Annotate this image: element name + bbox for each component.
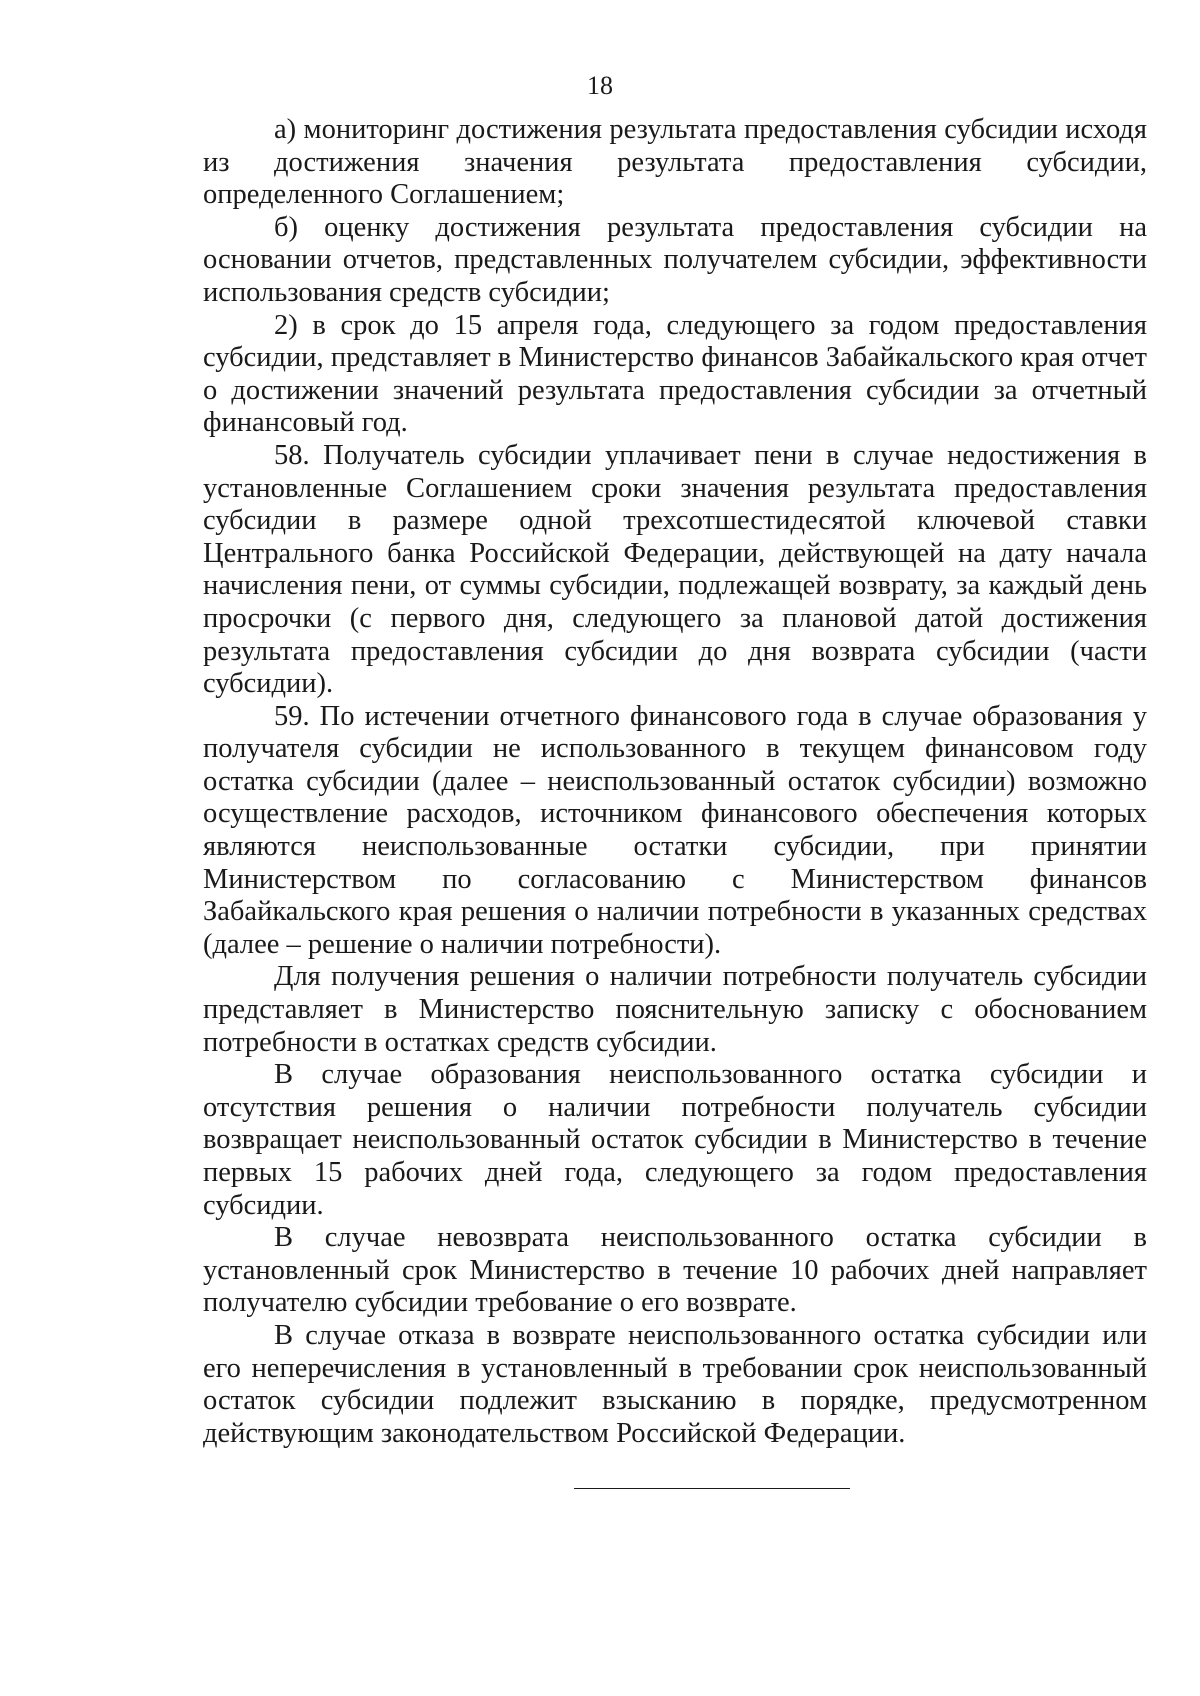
page-number: 18 [587,71,613,100]
paragraph-report-deadline: 2) в срок до 15 апреля года, следующего за годом предоставления субсидии, представляет в Министерство финансов Забайкальского края отчет о достижении значений результата предоставления субсидии за отчетный финансовый год. [203,309,1147,439]
paragraph-evaluation: б) оценку достижения результата предоставления субсидии на основании отчетов, представленных получателем субсидии, эффективности использования средств субсидии; [203,211,1147,308]
paragraph-non-return-demand: В случае невозврата неиспользованного остатка субсидии в установленный срок Министерство в течение 10 рабочих дней направляет получателю субсидии требование о его возврате. [203,1222,1147,1319]
paragraph-need-decision-request: Для получения решения о наличии потребности получатель субсидии представляет в Министерство пояснительную записку с обоснованием потребности в остатках средств субсидии. [203,961,1147,1058]
paragraph-59-unused-balance: 59. По истечении отчетного финансового года в случае образования у получателя субсидии не использованного в текущем финансовом году остатка субсидии (далее – неиспользованный остаток субсидии) возможно осуществление расходов, источником финансового обеспечения которых являются неиспользованные остатки субсидии, при принятии Министерством по согласованию с Министерством финансов Забайкальского края решения о наличии потребности в указанных средствах (далее – решение о наличии потребности). [203,700,1147,960]
document-body [203,114,1147,1450]
paragraph-return-unused-balance: В случае образования неиспользованного остатка субсидии и отсутствия решения о наличии потребности получатель субсидии возвращает неиспользованный остаток субсидии в Министерство в течение первых 15 рабочих дней года, следующего за годом предоставления субсидии. [203,1059,1147,1221]
end-of-document-line [574,1488,850,1489]
paragraph-58-penalty: 58. Получатель субсидии уплачивает пени в случае недостижения в установленные Соглашением сроки значения результата предоставления субсидии в размере одной трехсотшестидесятой ключевой ставки Центрального банка Российской Федерации, действующей на дату начала начисления пени, от суммы субсидии, подлежащей возврату, за каждый день просрочки (с первого дня, следующего за плановой датой достижения результата предоставления субсидии до дня возврата субсидии (части субсидии). [203,439,1147,700]
paragraph-monitoring: а) мониторинг достижения результата предоставления субсидии исходя из достижения значения результата предоставления субсидии, определенного Соглашением; [203,114,1147,211]
paragraph-recovery: В случае отказа в возврате неиспользованного остатка субсидии или его неперечисления в установленный в требовании срок неиспользованный остаток субсидии подлежит взысканию в порядке, предусмотренном действующим законодательством Российской Федерации. [203,1319,1147,1449]
